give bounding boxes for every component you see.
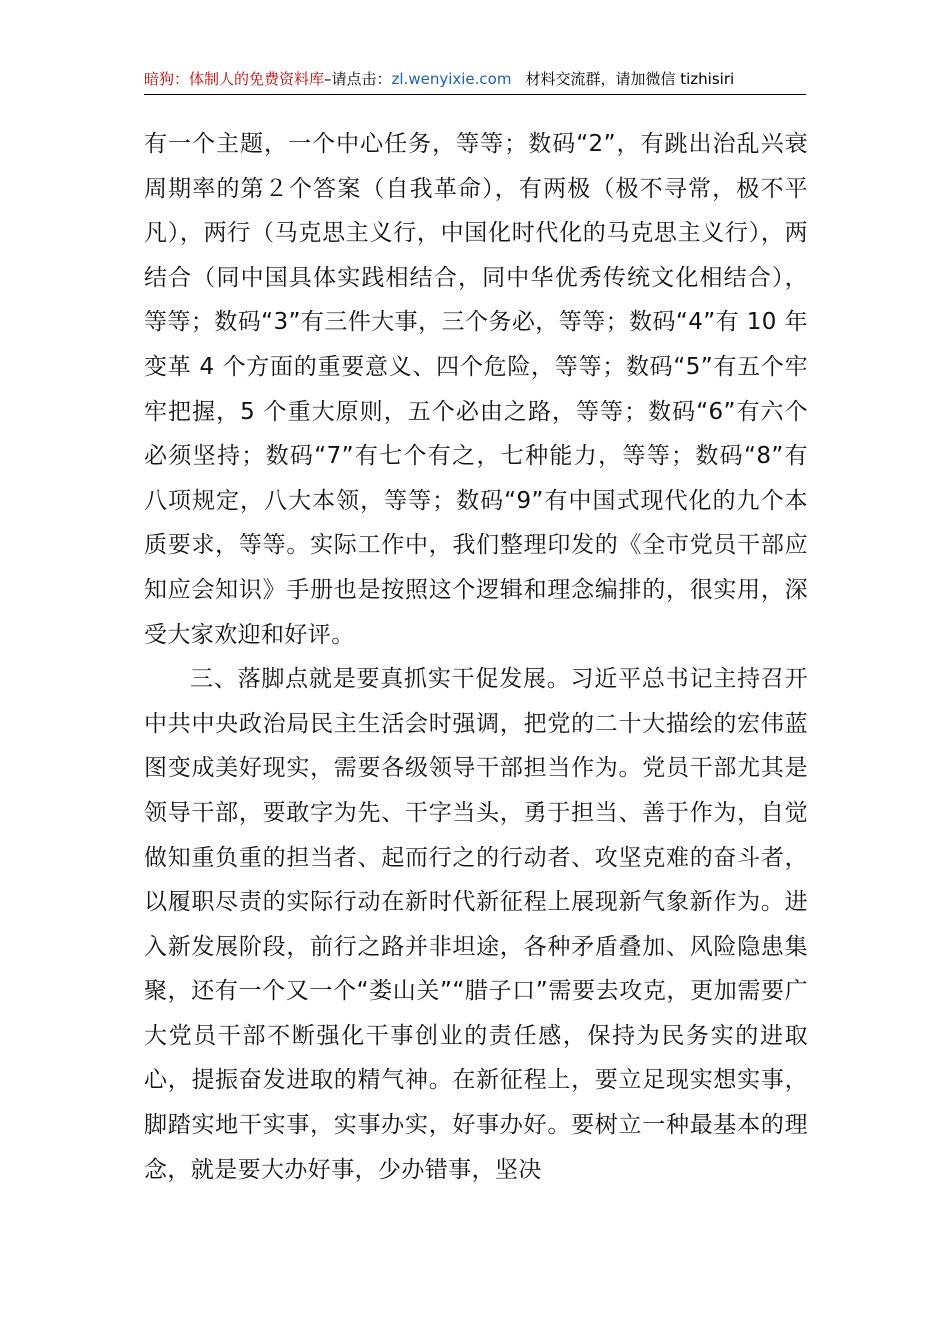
document-body <box>144 122 808 1192</box>
header-wechat-group-text: 材料交流群，请加微信 tizhisiri <box>525 70 735 88</box>
page-header <box>144 64 806 95</box>
header-prompt-text: –请点击： <box>324 70 392 88</box>
paragraph-section-three: 三、落脚点就是要真抓实干促发展。习近平总书记主持召开中共中央政治局民主生活会时强调，把党的二十大描绘的宏伟蓝图变成美好现实，需要各级领导干部担当作为。党员干部尤其是领导干部，要敢字为先、干字当头，勇于担当、善于作为，自觉做知重负重的担当者、起而行之的行动者、攻坚克难的奋斗者，以履职尽责的实际行动在新时代新征程上展现新气象新作为。进入新发展阶段，前行之路并非坦途，各种矛盾叠加、风险隐患集聚，还有一个又一个“娄山关”“腊子口”需要去攻克，更加需要广大党员干部不断强化干事创业的责任感，保持为民务实的进取心，提振奋发进取的精气神。在新征程上，要立足现实想实事，脚踏实地干实事，实事办实，好事办好。要树立一种最基本的理念，就是要大办好事，少办错事，坚决 <box>144 666 808 1183</box>
paragraph-number-examples: 有一个主题，一个中心任务，等等；数码“2”，有跳出治乱兴衰周期率的第２个答案（自我革命），有两极（极不寻常，极不平凡），两行（马克思主义行，中国化时代化的马克思主义行），两结合（同中国具体实践相结合，同中华优秀传统文化相结合），等等；数码“3”有三件大事，三个务必，等等；数码“4”有 10 年变革 4 个方面的重要意义、四个危险，等等；数码“5”有五个牢牢把握，5 个重大原则，五个必由之路，等等；数码“6”有六个必须坚持；数码“7”有七个有之，七种能力，等等；数码“8”有八项规定，八大本领，等等；数码“9”有中国式现代化的九个本质要求，等等。实际工作中，我们整理印发的《全市党员干部应知应会知识》手册也是按照这个逻辑和理念编排的，很实用，深受大家欢迎和好评。 <box>144 131 808 648</box>
header-site-link[interactable]: zl.wenyixie.com <box>391 70 512 88</box>
header-brand-text: 暗狗：体制人的免费资料库 <box>144 70 325 88</box>
